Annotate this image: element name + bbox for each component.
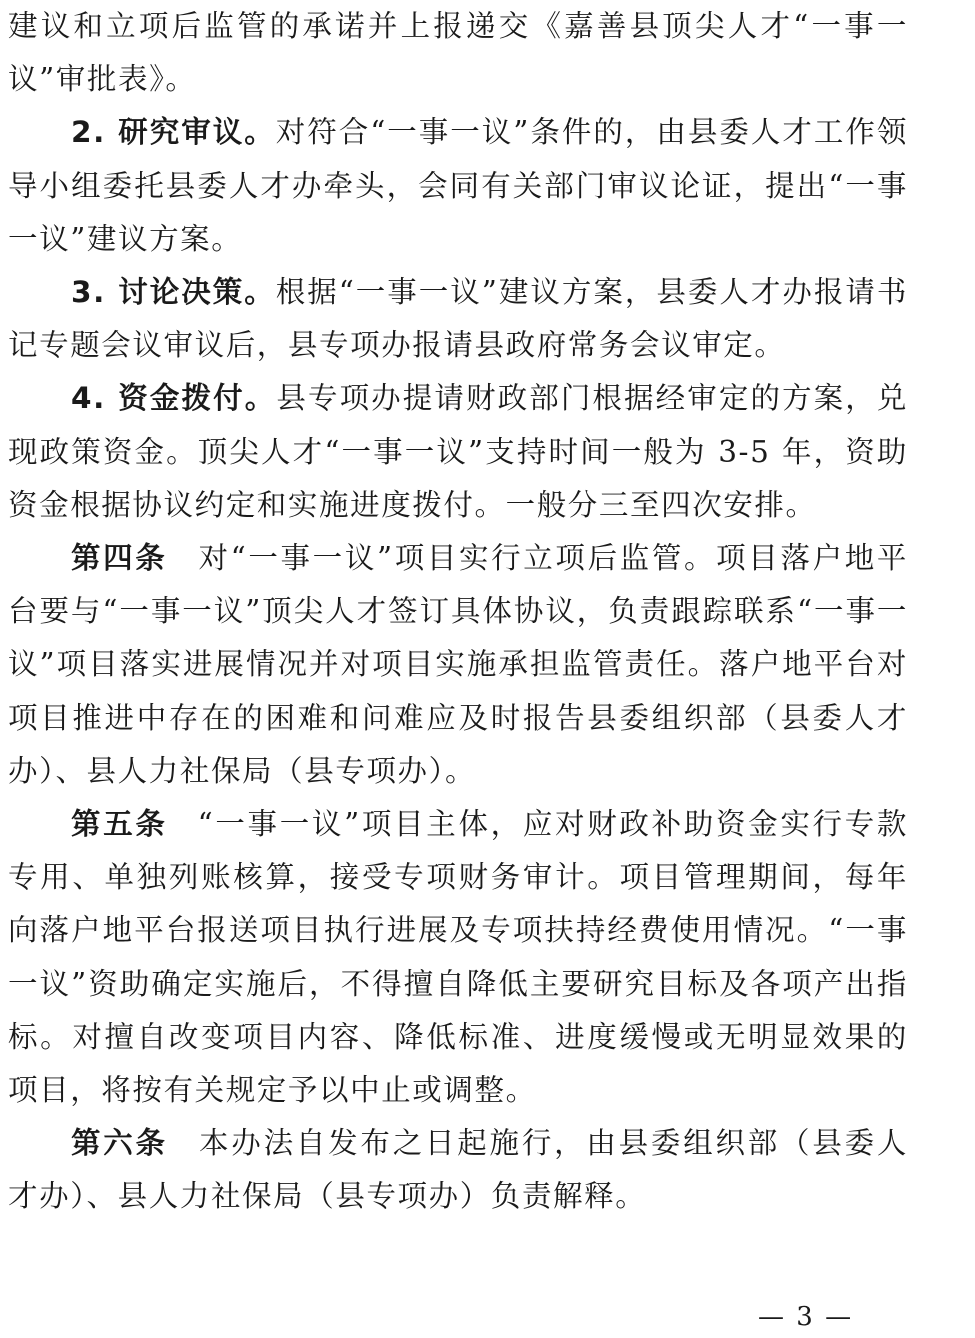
article-text: “一事一议”项目主体，应对财政补助资金实行专款专用、单独列账核算，接受专项财务审计。项目管理期间，每年向落户地平台报送项目执行进展及专项扶持经费使用情况。“一事一议”资助确定实施后，不得擅自降低主要研究目标及各项产出指标。对擅自改变项目内容、降低标准、进度缓慢或无明显效果的项目，将按有关规定予以中止或调整。 [8, 807, 908, 1108]
article-heading: 第四条 [71, 541, 168, 576]
paragraph-approval-form [8, 0, 908, 106]
paragraph-fund-allocation [8, 372, 908, 532]
paragraph-text: 根据“一事一议”建议方案，县委人才办报请书记专题会议审议后，县专项办报请县政府常务会议审定。 [8, 275, 908, 363]
article-text: 本办法自发布之日起施行，由县委组织部（县委人才办）、县人力社保局（县专项办）负责解释。 [8, 1126, 908, 1214]
paragraph-text: 县专项办提请财政部门根据经审定的方案，兑现政策资金。顶尖人才“一事一议”支持时间一般为 3-5 年，资助资金根据协议约定和实施进度拨付。一般分三至四次安排。 [8, 381, 908, 522]
article-text: 对“一事一议”项目实行立项后监管。项目落户地平台要与“一事一议”顶尖人才签订具体协议，负责跟踪联系“一事一议”项目落实进展情况并对项目实施承担监管责任。落户地平台对项目推进中存在的困难和问难应及时报告县委组织部（县委人才办）、县人力社保局（县专项办）。 [8, 541, 908, 788]
paragraph-lead: 4. 资金拨付。 [71, 381, 277, 416]
paragraph-lead: 2. 研究审议。 [71, 115, 276, 150]
paragraph-text: 对符合“一事一议”条件的，由县委人才工作领导小组委托县委人才办牵头，会同有关部门审议论证，提出“一事一议”建议方案。 [8, 115, 908, 256]
article-heading: 第六条 [71, 1126, 168, 1161]
article-five [8, 798, 908, 1117]
article-heading: 第五条 [71, 807, 168, 842]
page-number: — 3 — [758, 1302, 854, 1332]
article-six [8, 1117, 908, 1223]
paragraph-text: 建议和立项后监管的承诺并上报递交《嘉善县顶尖人才“一事一议”审批表》。 [8, 9, 908, 97]
document-body [8, 0, 908, 1224]
paragraph-lead: 3. 讨论决策。 [71, 275, 276, 310]
paragraph-research-review [8, 106, 908, 266]
article-four [8, 532, 908, 798]
paragraph-discussion-decision [8, 266, 908, 372]
